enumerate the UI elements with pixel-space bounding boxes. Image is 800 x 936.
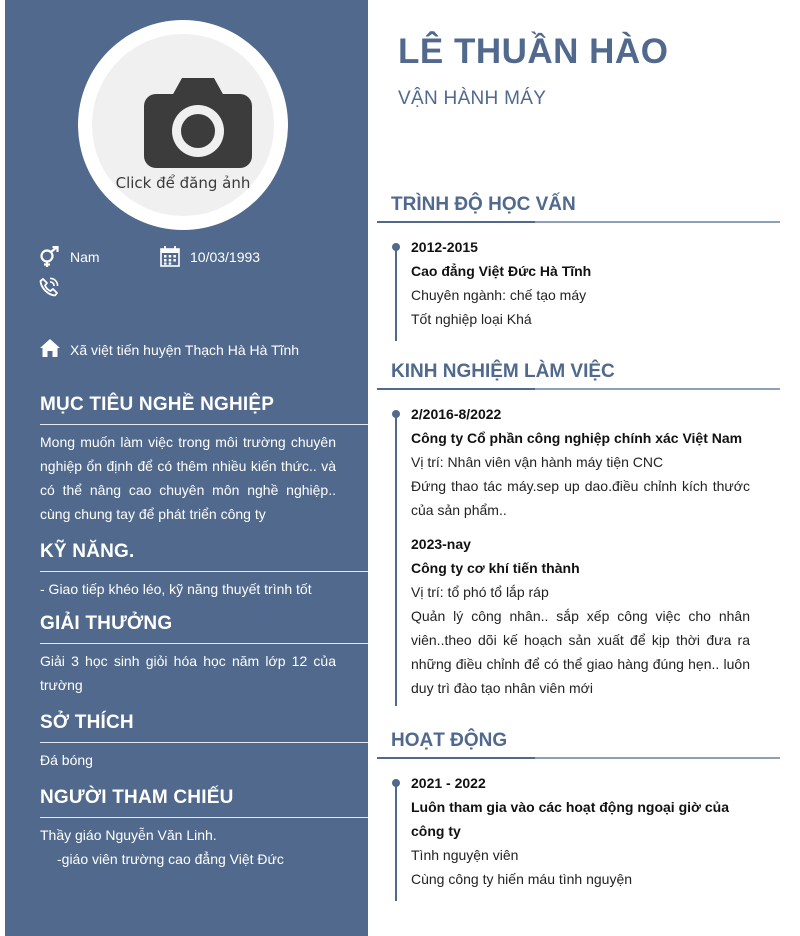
references-line-1: Thầy giáo Nguyễn Văn Linh.	[40, 827, 217, 843]
calendar-icon	[160, 246, 180, 267]
candidate-position: VẬN HÀNH MÁY	[398, 88, 547, 109]
gender-icon	[39, 246, 61, 268]
objective-title: MỤC TIÊU NGHỀ NGHIỆP	[40, 394, 275, 415]
experience-company: Công ty Cổ phần công nghiệp chính xác Việt Nam	[411, 430, 743, 446]
photo-placeholder[interactable]	[92, 34, 274, 216]
education-date: 2012-2015	[411, 239, 478, 255]
home-icon	[39, 338, 61, 358]
experience-divider	[377, 388, 780, 390]
experience-title: KINH NGHIỆM LÀM VIỆC	[391, 361, 615, 382]
education-school: Cao đẳng Việt Đức Hà Tĩnh	[411, 263, 592, 279]
profile-photo[interactable]	[78, 20, 288, 230]
address-value: Xã việt tiến huyện Thạch Hà Hà Tĩnh	[70, 342, 300, 358]
activities-title: HOẠT ĐỘNG	[391, 730, 508, 751]
activity-line: Tình nguyện viên	[411, 847, 519, 863]
timeline-dot	[392, 243, 400, 251]
education-line: Chuyên ngành: chế tạo máy	[411, 287, 587, 303]
skills-title: KỸ NĂNG.	[40, 541, 135, 562]
references-line-2: -giáo viên trường cao đẳng Việt Đức	[57, 851, 284, 867]
candidate-name: LÊ THUẦN HÀO	[398, 32, 669, 71]
sidebar	[5, 0, 368, 936]
activities-divider	[377, 757, 780, 759]
activity-title: Luôn tham gia vào các hoạt động ngoại giờ của công ty	[411, 799, 729, 839]
experience-role: Vị trí: Nhân viên vận hành máy tiện CNC	[411, 454, 664, 470]
phone-icon	[39, 277, 59, 297]
hobbies-text: Đá bóng	[40, 752, 93, 768]
experience-description: Đứng thao tác máy.sep up dao.điều chỉnh kích thước của sản phẩm..	[411, 478, 750, 518]
references-divider	[40, 817, 368, 818]
awards-text: Giải 3 học sinh giỏi hóa học năm lớp 12 của trường	[40, 653, 336, 693]
objective-divider	[40, 424, 368, 425]
experience-date: 2/2016-8/2022	[411, 406, 502, 422]
experience-timeline	[395, 414, 397, 706]
activity-date: 2021 - 2022	[411, 775, 486, 791]
skills-divider	[40, 571, 368, 572]
activity-line: Cùng công ty hiến máu tình nguyện	[411, 871, 633, 887]
gender-value: Nam	[70, 249, 100, 265]
experience-role: Vị trí: tổ phó tổ lắp ráp	[411, 584, 549, 600]
experience-description: Quản lý công nhân.. sắp xếp công việc cho nhân viên..theo dõi kế hoạch sản xuất để kịp thời đưa ra những điều chỉnh để có thể giao hàng đúng hẹn.. luôn duy trì đào tạo nhân viên mới	[411, 608, 750, 696]
awards-divider	[40, 643, 368, 644]
awards-title: GIẢI THƯỞNG	[40, 613, 173, 634]
objective-text: Mong muốn làm việc trong môi trường chuyên nghiệp ổn định để có thêm nhiều kiến thức.. và có thể nâng cao chuyên môn nghề nghiệp.. cùng chung tay để phát triển công ty	[40, 434, 336, 522]
timeline-dot	[392, 410, 400, 418]
education-divider	[377, 221, 780, 223]
hobbies-title: SỞ THÍCH	[40, 712, 134, 733]
experience-date: 2023-nay	[411, 536, 471, 552]
activities-timeline	[395, 783, 397, 901]
hobbies-divider	[40, 742, 368, 743]
education-line: Tốt nghiệp loại Khá	[411, 311, 532, 327]
skills-text: - Giao tiếp khéo léo, kỹ năng thuyết trình tốt	[40, 581, 312, 597]
experience-company: Công ty cơ khí tiến thành	[411, 560, 580, 576]
camera-icon	[144, 76, 252, 168]
education-title: TRÌNH ĐỘ HỌC VẤN	[391, 194, 576, 215]
birthdate-value: 10/03/1993	[190, 249, 261, 265]
photo-upload-label[interactable]: Click để đăng ảnh	[115, 174, 251, 192]
education-timeline	[395, 247, 397, 341]
references-title: NGƯỜI THAM CHIẾU	[40, 787, 234, 808]
timeline-dot	[392, 779, 400, 787]
